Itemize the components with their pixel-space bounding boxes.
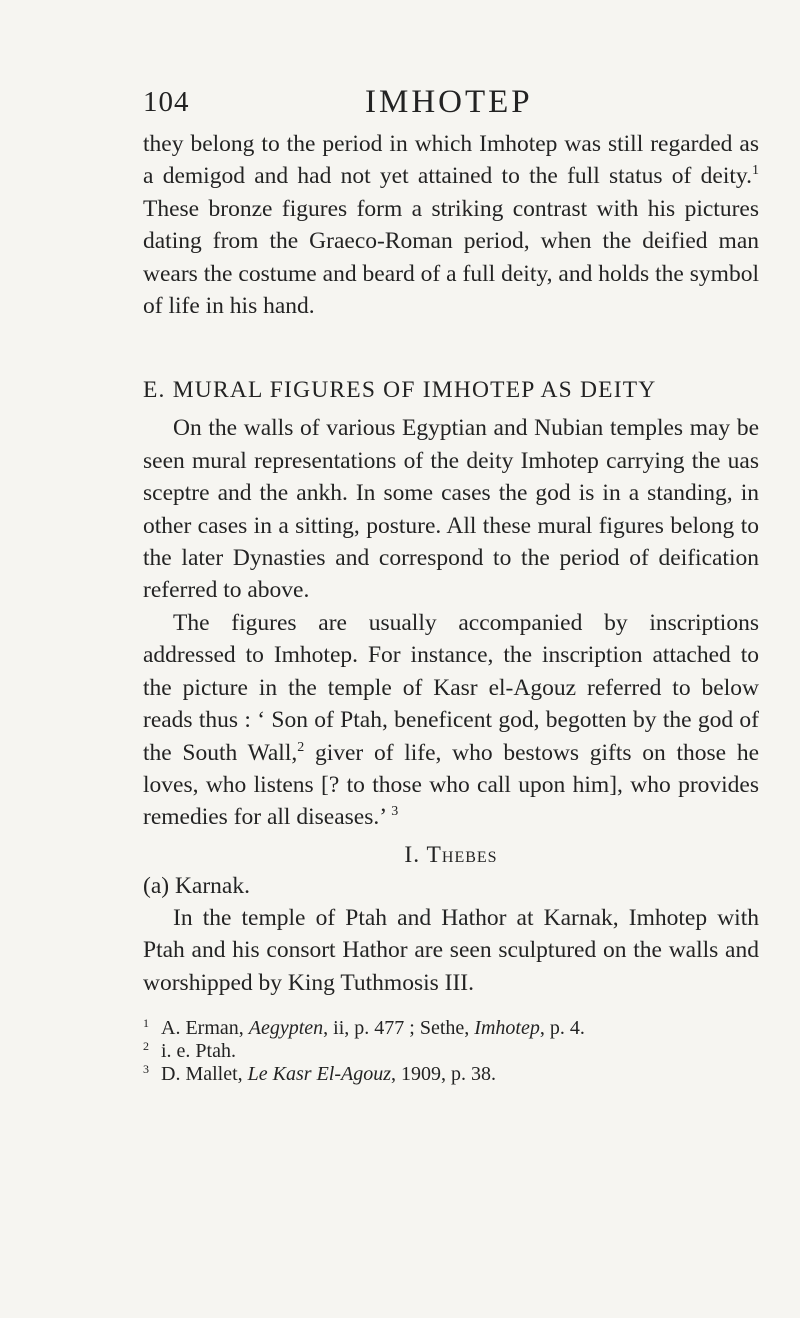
citation-title: Imhotep: [474, 1016, 540, 1039]
page-header: [143, 84, 759, 122]
footnote-ref[interactable]: 3: [391, 804, 399, 820]
citation-title: Le Kasr El-Agouz: [247, 1062, 391, 1085]
paragraph: [143, 607, 759, 834]
footnote-ref[interactable]: 1: [752, 163, 759, 179]
paragraph-continuation: [143, 128, 759, 322]
page-number: 104: [143, 86, 190, 118]
footnote-ref[interactable]: 2: [297, 739, 305, 755]
footnotes: [143, 1017, 759, 1086]
footnote: $^3$ D. Mallet, Le Kasr El-Agouz, 1909, p. 38.: [143, 1061, 496, 1085]
running-title: IMHOTEP: [365, 84, 533, 120]
citation-title: Aegypten: [248, 1016, 324, 1039]
paragraph-text: These bronze figures form a striking contrast with his pictures dating from the Graeco-Roman period, when the deified man wears the costume and beard of a full deity, and holds the symbol of life in his hand.: [143, 195, 759, 320]
paragraph-text: they belong to the period in which Imhotep was still regarded as a demigod and had not yet attained to the full status of deity.: [143, 131, 759, 190]
text-column: [143, 84, 759, 1086]
subsection-label: (a) Karnak.: [143, 872, 250, 899]
section-heading: E. MURAL FIGURES OF IMHOTEP AS DEITY: [143, 377, 657, 404]
footnote: $^2$ i. e. Ptah.: [143, 1038, 236, 1062]
footnote: $^1$ A. Erman, Aegypten, ii, p. 477 ; Sethe, Imhotep, p. 4.: [143, 1015, 585, 1039]
paragraph-text: giver of life, who bestows gifts on those he loves, who listens [? to those who call upon him], who provides remedies for all diseases.’: [143, 739, 759, 831]
paragraph: On the walls of various Egyptian and Nubian temples may be seen mural representations of the deity Imhotep carrying the uas sceptre and the ankh. In some cases the god is in a standing, in other cases in a sitting, posture. All these mural figures belong to the later Dynasties and correspond to the period of deification referred to above.: [143, 415, 759, 604]
paragraph: In the temple of Ptah and Hathor at Karnak, Imhotep with Ptah and his consort Hathor are seen sculptured on the walls and worshipped by King Tuthmosis III.: [143, 904, 759, 996]
paragraph-text: The figures are usually accompanied by inscriptions addressed to Imhotep. For instance, the inscription attached to the picture in the temple of Kasr el-Agouz referred to below reads thus : ‘ Son of Ptah, beneficent god, begotten by the god of the South Wall,: [143, 609, 759, 766]
subsection-heading: I. Thebes: [404, 841, 498, 868]
